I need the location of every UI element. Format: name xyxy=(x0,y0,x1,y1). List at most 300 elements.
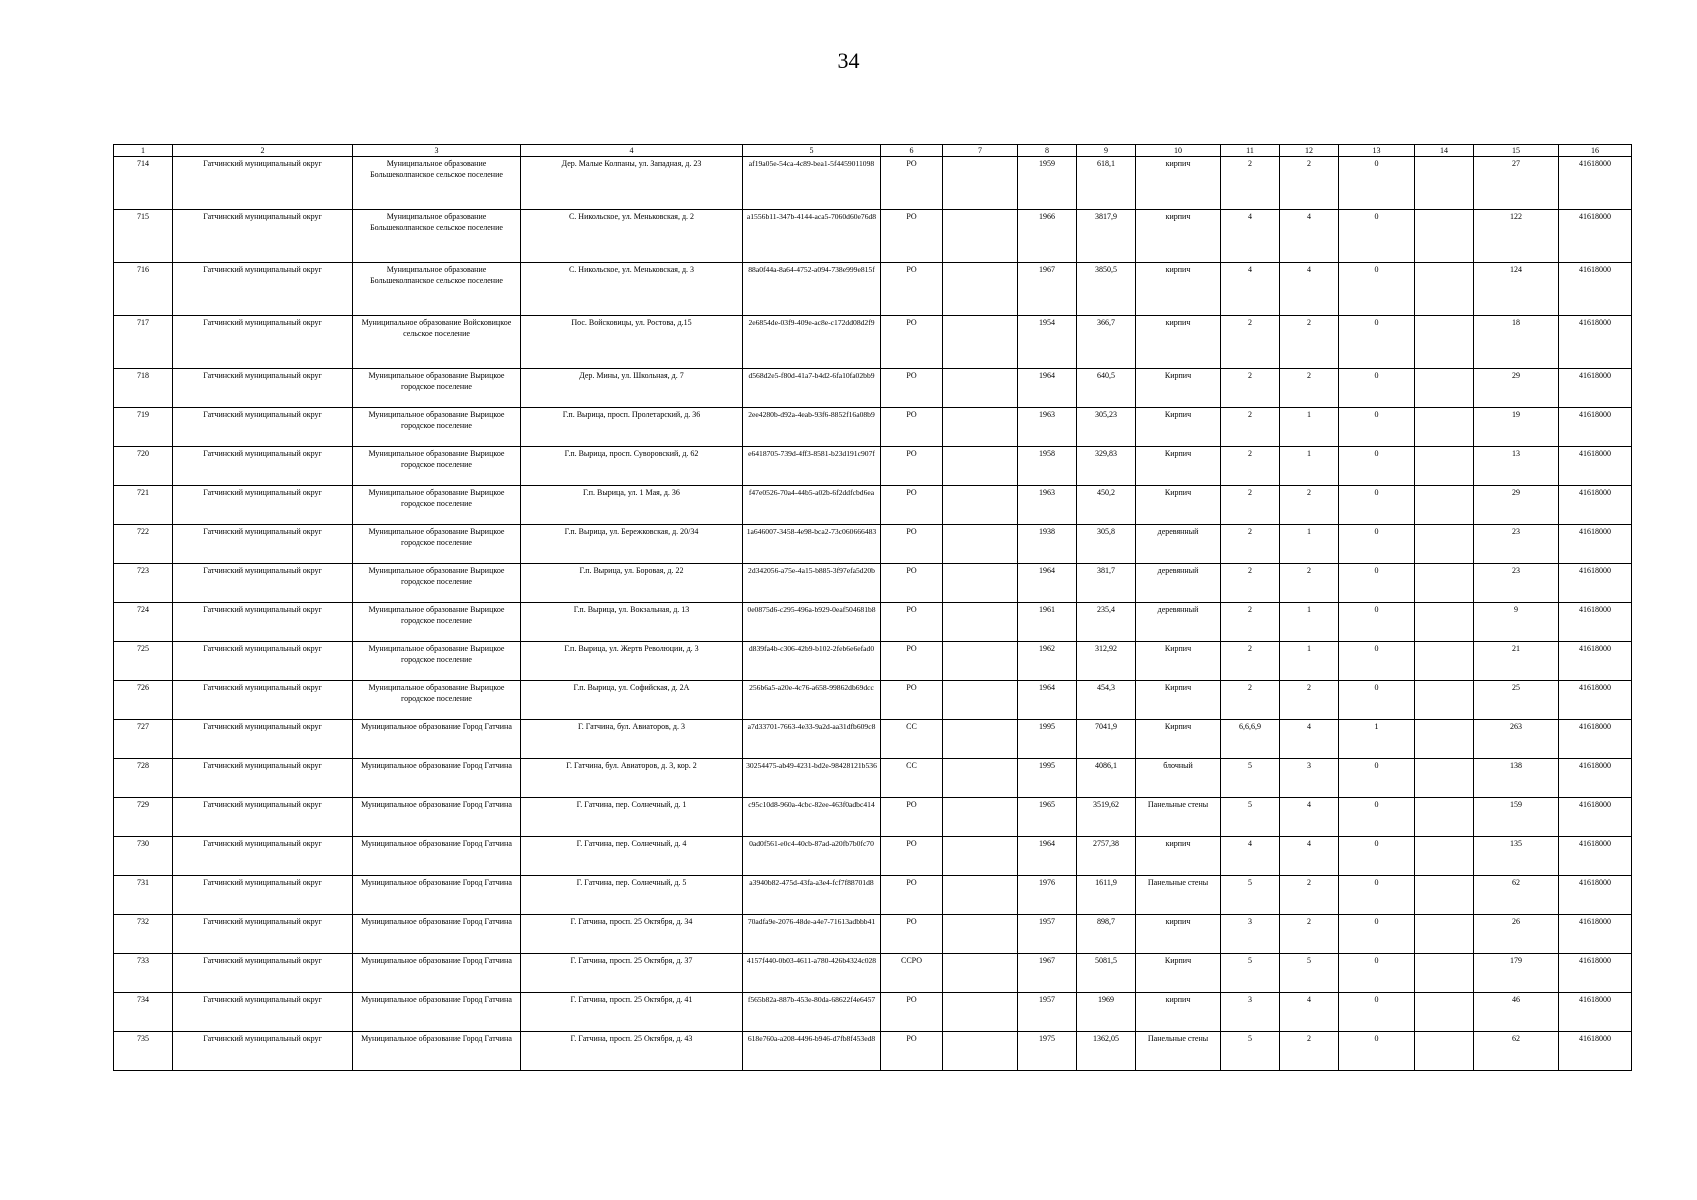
cell-entrances: 5 xyxy=(1280,954,1339,993)
table-row xyxy=(114,759,1632,798)
cell-floors-max: 2 xyxy=(1221,408,1280,447)
cell-address: Г. Гатчина, пер. Солнечный, д. 5 xyxy=(521,876,743,915)
cell-entrances: 4 xyxy=(1280,263,1339,316)
cell-ownership: РО xyxy=(881,681,943,720)
cell-municipality: Муниципальное образование Город Гатчина xyxy=(353,837,521,876)
cell-entrances: 2 xyxy=(1280,1032,1339,1071)
cell-entrances: 2 xyxy=(1280,681,1339,720)
column-header-2: 2 xyxy=(173,145,353,157)
cell-municipality: Муниципальное образование Большеколпанское сельское поселение xyxy=(353,157,521,210)
cell-apartments: 19 xyxy=(1474,408,1559,447)
cell-guid: 0e0875d6-c295-496a-b929-0eaf504681b8 xyxy=(743,603,881,642)
cell-guid: d568d2e5-f80d-41a7-b4d2-6fa10fa02bb9 xyxy=(743,369,881,408)
table-row xyxy=(114,915,1632,954)
cell-guid: 88a0f44a-8a64-4752-a094-738e999e815f xyxy=(743,263,881,316)
cell-floors-max: 5 xyxy=(1221,759,1280,798)
cell-row-number: 719 xyxy=(114,408,173,447)
cell-underground-floors: 0 xyxy=(1339,603,1415,642)
cell-district: Гатчинский муниципальный округ xyxy=(173,642,353,681)
cell-year-built: 1976 xyxy=(1018,876,1077,915)
cell-underground-floors: 0 xyxy=(1339,525,1415,564)
cell-floors-max: 2 xyxy=(1221,486,1280,525)
cell-wall-material: Кирпич xyxy=(1136,369,1221,408)
cell-apartments: 27 xyxy=(1474,157,1559,210)
cell-oktmo: 41618000 xyxy=(1559,837,1632,876)
cell-guid: d839fa4b-c306-42b9-b102-2feb6e6efad0 xyxy=(743,642,881,681)
cell-ownership: РО xyxy=(881,1032,943,1071)
cell-area: 329,83 xyxy=(1077,447,1136,486)
cell-address: С. Никольское, ул. Меньковская, д. 3 xyxy=(521,263,743,316)
cell-underground-floors: 0 xyxy=(1339,408,1415,447)
cell-municipality: Муниципальное образование Вырицкое городское поселение xyxy=(353,408,521,447)
cell-col14 xyxy=(1415,525,1474,564)
cell-oktmo: 41618000 xyxy=(1559,798,1632,837)
cell-district: Гатчинский муниципальный округ xyxy=(173,369,353,408)
cell-row-number: 716 xyxy=(114,263,173,316)
cell-floors-max: 2 xyxy=(1221,603,1280,642)
cell-col7 xyxy=(943,993,1018,1032)
cell-apartments: 179 xyxy=(1474,954,1559,993)
cell-entrances: 4 xyxy=(1280,210,1339,263)
column-header-9: 9 xyxy=(1077,145,1136,157)
cell-address: Г.п. Вырица, ул. 1 Мая, д. 36 xyxy=(521,486,743,525)
cell-underground-floors: 0 xyxy=(1339,369,1415,408)
cell-address: Г.п. Вырица, просп. Суворовский, д. 62 xyxy=(521,447,743,486)
cell-col7 xyxy=(943,157,1018,210)
cell-underground-floors: 1 xyxy=(1339,720,1415,759)
table-row xyxy=(114,564,1632,603)
cell-address: Г.п. Вырица, ул. Вокзальная, д. 13 xyxy=(521,603,743,642)
cell-address: Пос. Войсковицы, ул. Ростова, д.15 xyxy=(521,316,743,369)
cell-col14 xyxy=(1415,759,1474,798)
cell-ownership: РО xyxy=(881,157,943,210)
cell-area: 898,7 xyxy=(1077,915,1136,954)
table-row xyxy=(114,316,1632,369)
cell-year-built: 1938 xyxy=(1018,525,1077,564)
cell-oktmo: 41618000 xyxy=(1559,915,1632,954)
cell-wall-material: Кирпич xyxy=(1136,681,1221,720)
table-row xyxy=(114,408,1632,447)
cell-row-number: 715 xyxy=(114,210,173,263)
cell-guid: 4157f440-0b03-4611-a780-426b4324c028 xyxy=(743,954,881,993)
cell-entrances: 1 xyxy=(1280,447,1339,486)
cell-col7 xyxy=(943,603,1018,642)
column-header-16: 16 xyxy=(1559,145,1632,157)
cell-address: Дер. Малые Колпаны, ул. Западная, д. 23 xyxy=(521,157,743,210)
cell-ownership: РО xyxy=(881,876,943,915)
cell-area: 305,23 xyxy=(1077,408,1136,447)
column-header-15: 15 xyxy=(1474,145,1559,157)
cell-entrances: 4 xyxy=(1280,798,1339,837)
cell-ownership: РО xyxy=(881,408,943,447)
cell-entrances: 2 xyxy=(1280,876,1339,915)
cell-year-built: 1975 xyxy=(1018,1032,1077,1071)
cell-district: Гатчинский муниципальный округ xyxy=(173,316,353,369)
cell-row-number: 714 xyxy=(114,157,173,210)
cell-col14 xyxy=(1415,993,1474,1032)
cell-col14 xyxy=(1415,720,1474,759)
cell-oktmo: 41618000 xyxy=(1559,564,1632,603)
cell-apartments: 26 xyxy=(1474,915,1559,954)
cell-row-number: 731 xyxy=(114,876,173,915)
cell-floors-max: 3 xyxy=(1221,993,1280,1032)
cell-year-built: 1954 xyxy=(1018,316,1077,369)
cell-ownership: РО xyxy=(881,915,943,954)
cell-district: Гатчинский муниципальный округ xyxy=(173,263,353,316)
table-row xyxy=(114,798,1632,837)
cell-municipality: Муниципальное образование Вырицкое городское поселение xyxy=(353,525,521,564)
table-row xyxy=(114,525,1632,564)
cell-area: 312,92 xyxy=(1077,642,1136,681)
cell-row-number: 730 xyxy=(114,837,173,876)
column-header-1: 1 xyxy=(114,145,173,157)
cell-col14 xyxy=(1415,603,1474,642)
cell-guid: 2e6854de-03f9-409e-ac8e-c172dd08d2f9 xyxy=(743,316,881,369)
cell-col14 xyxy=(1415,316,1474,369)
cell-col14 xyxy=(1415,157,1474,210)
cell-municipality: Муниципальное образование Город Гатчина xyxy=(353,759,521,798)
cell-ownership: РО xyxy=(881,564,943,603)
column-header-3: 3 xyxy=(353,145,521,157)
cell-area: 235,4 xyxy=(1077,603,1136,642)
cell-year-built: 1964 xyxy=(1018,369,1077,408)
cell-address: Г. Гатчина, пер. Солнечный, д. 1 xyxy=(521,798,743,837)
cell-municipality: Муниципальное образование Войсковицкое сельское поселение xyxy=(353,316,521,369)
cell-row-number: 726 xyxy=(114,681,173,720)
cell-entrances: 2 xyxy=(1280,369,1339,408)
cell-col7 xyxy=(943,369,1018,408)
cell-area: 305,8 xyxy=(1077,525,1136,564)
cell-entrances: 2 xyxy=(1280,915,1339,954)
cell-wall-material: Кирпич xyxy=(1136,408,1221,447)
cell-area: 4086,1 xyxy=(1077,759,1136,798)
cell-apartments: 29 xyxy=(1474,486,1559,525)
cell-oktmo: 41618000 xyxy=(1559,603,1632,642)
cell-wall-material: Панельные стены xyxy=(1136,876,1221,915)
cell-address: Г.п. Вырица, просп. Пролетарский, д. 36 xyxy=(521,408,743,447)
cell-wall-material: кирпич xyxy=(1136,210,1221,263)
cell-area: 2757,38 xyxy=(1077,837,1136,876)
cell-underground-floors: 0 xyxy=(1339,681,1415,720)
cell-col14 xyxy=(1415,263,1474,316)
cell-year-built: 1958 xyxy=(1018,447,1077,486)
cell-wall-material: кирпич xyxy=(1136,263,1221,316)
cell-wall-material: деревянный xyxy=(1136,525,1221,564)
cell-col7 xyxy=(943,642,1018,681)
cell-area: 3850,5 xyxy=(1077,263,1136,316)
cell-municipality: Муниципальное образование Город Гатчина xyxy=(353,798,521,837)
cell-year-built: 1963 xyxy=(1018,486,1077,525)
cell-wall-material: кирпич xyxy=(1136,915,1221,954)
cell-municipality: Муниципальное образование Вырицкое городское поселение xyxy=(353,603,521,642)
cell-underground-floors: 0 xyxy=(1339,798,1415,837)
cell-address: Г. Гатчина, бул. Авиаторов, д. 3 xyxy=(521,720,743,759)
cell-guid: c95c10d8-960a-4cbc-82ee-463f0adbc414 xyxy=(743,798,881,837)
cell-apartments: 138 xyxy=(1474,759,1559,798)
cell-year-built: 1995 xyxy=(1018,759,1077,798)
cell-entrances: 4 xyxy=(1280,993,1339,1032)
cell-floors-max: 2 xyxy=(1221,681,1280,720)
cell-ownership: СС xyxy=(881,759,943,798)
cell-municipality: Муниципальное образование Вырицкое городское поселение xyxy=(353,564,521,603)
cell-address: Г. Гатчина, просп. 25 Октября, д. 41 xyxy=(521,993,743,1032)
table-body xyxy=(114,157,1632,1071)
cell-floors-max: 5 xyxy=(1221,798,1280,837)
table-row xyxy=(114,681,1632,720)
cell-underground-floors: 0 xyxy=(1339,263,1415,316)
cell-year-built: 1959 xyxy=(1018,157,1077,210)
cell-underground-floors: 0 xyxy=(1339,486,1415,525)
table-row xyxy=(114,263,1632,316)
cell-municipality: Муниципальное образование Город Гатчина xyxy=(353,954,521,993)
cell-apartments: 124 xyxy=(1474,263,1559,316)
cell-area: 366,7 xyxy=(1077,316,1136,369)
table-row xyxy=(114,993,1632,1032)
cell-col14 xyxy=(1415,564,1474,603)
column-header-7: 7 xyxy=(943,145,1018,157)
cell-entrances: 2 xyxy=(1280,564,1339,603)
cell-year-built: 1964 xyxy=(1018,564,1077,603)
cell-year-built: 1967 xyxy=(1018,263,1077,316)
cell-row-number: 720 xyxy=(114,447,173,486)
column-header-10: 10 xyxy=(1136,145,1221,157)
column-header-11: 11 xyxy=(1221,145,1280,157)
cell-row-number: 722 xyxy=(114,525,173,564)
cell-year-built: 1963 xyxy=(1018,408,1077,447)
cell-district: Гатчинский муниципальный округ xyxy=(173,525,353,564)
cell-wall-material: Панельные стены xyxy=(1136,798,1221,837)
table-row xyxy=(114,486,1632,525)
cell-oktmo: 41618000 xyxy=(1559,759,1632,798)
cell-municipality: Муниципальное образование Вырицкое городское поселение xyxy=(353,447,521,486)
cell-oktmo: 41618000 xyxy=(1559,681,1632,720)
cell-entrances: 2 xyxy=(1280,316,1339,369)
cell-col7 xyxy=(943,408,1018,447)
cell-district: Гатчинский муниципальный округ xyxy=(173,876,353,915)
cell-row-number: 727 xyxy=(114,720,173,759)
cell-col7 xyxy=(943,915,1018,954)
cell-year-built: 1995 xyxy=(1018,720,1077,759)
cell-ownership: РО xyxy=(881,447,943,486)
table-row xyxy=(114,157,1632,210)
column-header-6: 6 xyxy=(881,145,943,157)
cell-guid: 618e760a-a208-4496-b946-d7fb8f453ed8 xyxy=(743,1032,881,1071)
cell-year-built: 1964 xyxy=(1018,681,1077,720)
column-header-5: 5 xyxy=(743,145,881,157)
cell-guid: a7d33701-7663-4e33-9a2d-aa31dfb609c8 xyxy=(743,720,881,759)
cell-ownership: СС xyxy=(881,720,943,759)
cell-ownership: РО xyxy=(881,369,943,408)
cell-row-number: 733 xyxy=(114,954,173,993)
table-row xyxy=(114,210,1632,263)
cell-oktmo: 41618000 xyxy=(1559,210,1632,263)
cell-wall-material: кирпич xyxy=(1136,157,1221,210)
cell-col7 xyxy=(943,1032,1018,1071)
cell-municipality: Муниципальное образование Город Гатчина xyxy=(353,915,521,954)
cell-ownership: ССРО xyxy=(881,954,943,993)
cell-entrances: 4 xyxy=(1280,837,1339,876)
cell-district: Гатчинский муниципальный округ xyxy=(173,837,353,876)
cell-ownership: РО xyxy=(881,263,943,316)
cell-address: Г.п. Вырица, ул. Боровая, д. 22 xyxy=(521,564,743,603)
cell-municipality: Муниципальное образование Вырицкое городское поселение xyxy=(353,486,521,525)
cell-wall-material: кирпич xyxy=(1136,993,1221,1032)
cell-col7 xyxy=(943,263,1018,316)
cell-row-number: 725 xyxy=(114,642,173,681)
cell-address: Г. Гатчина, просп. 25 Октября, д. 34 xyxy=(521,915,743,954)
cell-address: Г. Гатчина, просп. 25 Октября, д. 37 xyxy=(521,954,743,993)
cell-apartments: 62 xyxy=(1474,1032,1559,1071)
cell-area: 3817,9 xyxy=(1077,210,1136,263)
cell-entrances: 1 xyxy=(1280,603,1339,642)
cell-col14 xyxy=(1415,408,1474,447)
cell-col7 xyxy=(943,798,1018,837)
table-row xyxy=(114,876,1632,915)
cell-year-built: 1967 xyxy=(1018,954,1077,993)
cell-underground-floors: 0 xyxy=(1339,157,1415,210)
cell-apartments: 159 xyxy=(1474,798,1559,837)
cell-ownership: РО xyxy=(881,525,943,564)
cell-guid: 30254475-ab49-4231-bd2e-98428121b536 xyxy=(743,759,881,798)
cell-guid: 0ad0f561-e0c4-40cb-87ad-a20fb7b0fc70 xyxy=(743,837,881,876)
cell-apartments: 62 xyxy=(1474,876,1559,915)
cell-underground-floors: 0 xyxy=(1339,954,1415,993)
table-row xyxy=(114,642,1632,681)
cell-guid: af19a05e-54ca-4c89-bea1-5f4459011098 xyxy=(743,157,881,210)
cell-guid: 2ee4280b-d92a-4eab-93f6-8852f16a08b9 xyxy=(743,408,881,447)
cell-wall-material: Панельные стены xyxy=(1136,1032,1221,1071)
cell-col14 xyxy=(1415,798,1474,837)
cell-address: С. Никольское, ул. Меньковская, д. 2 xyxy=(521,210,743,263)
cell-oktmo: 41618000 xyxy=(1559,157,1632,210)
cell-ownership: РО xyxy=(881,993,943,1032)
cell-year-built: 1957 xyxy=(1018,915,1077,954)
cell-col7 xyxy=(943,210,1018,263)
cell-row-number: 723 xyxy=(114,564,173,603)
cell-underground-floors: 0 xyxy=(1339,642,1415,681)
cell-col14 xyxy=(1415,915,1474,954)
cell-address: Г. Гатчина, просп. 25 Октября, д. 43 xyxy=(521,1032,743,1071)
table-row xyxy=(114,447,1632,486)
cell-ownership: РО xyxy=(881,210,943,263)
cell-floors-max: 6,6,6,9 xyxy=(1221,720,1280,759)
cell-area: 1969 xyxy=(1077,993,1136,1032)
cell-guid: a1556b11-347b-4144-aca5-7060d60e76d8 xyxy=(743,210,881,263)
cell-underground-floors: 0 xyxy=(1339,1032,1415,1071)
cell-area: 1611,9 xyxy=(1077,876,1136,915)
column-header-12: 12 xyxy=(1280,145,1339,157)
cell-district: Гатчинский муниципальный округ xyxy=(173,210,353,263)
table-row xyxy=(114,603,1632,642)
cell-year-built: 1962 xyxy=(1018,642,1077,681)
cell-apartments: 13 xyxy=(1474,447,1559,486)
cell-district: Гатчинский муниципальный округ xyxy=(173,447,353,486)
cell-col14 xyxy=(1415,681,1474,720)
cell-col7 xyxy=(943,876,1018,915)
cell-area: 7041,9 xyxy=(1077,720,1136,759)
cell-district: Гатчинский муниципальный округ xyxy=(173,798,353,837)
cell-area: 381,7 xyxy=(1077,564,1136,603)
cell-apartments: 263 xyxy=(1474,720,1559,759)
cell-year-built: 1957 xyxy=(1018,993,1077,1032)
cell-oktmo: 41618000 xyxy=(1559,1032,1632,1071)
cell-col7 xyxy=(943,681,1018,720)
cell-municipality: Муниципальное образование Большеколпанское сельское поселение xyxy=(353,263,521,316)
cell-apartments: 25 xyxy=(1474,681,1559,720)
cell-oktmo: 41618000 xyxy=(1559,408,1632,447)
cell-col14 xyxy=(1415,837,1474,876)
cell-wall-material: Кирпич xyxy=(1136,486,1221,525)
cell-guid: f47e0526-70a4-44b5-a02b-6f2ddfcbd6ea xyxy=(743,486,881,525)
cell-district: Гатчинский муниципальный округ xyxy=(173,157,353,210)
cell-col7 xyxy=(943,486,1018,525)
cell-district: Гатчинский муниципальный округ xyxy=(173,720,353,759)
cell-floors-max: 4 xyxy=(1221,837,1280,876)
cell-wall-material: блочный xyxy=(1136,759,1221,798)
cell-municipality: Муниципальное образование Большеколпанское сельское поселение xyxy=(353,210,521,263)
cell-col7 xyxy=(943,837,1018,876)
cell-address: Г.п. Вырица, ул. Бережковская, д. 20/34 xyxy=(521,525,743,564)
column-header-4: 4 xyxy=(521,145,743,157)
page-number: 34 xyxy=(837,48,860,73)
cell-col7 xyxy=(943,525,1018,564)
cell-underground-floors: 0 xyxy=(1339,837,1415,876)
cell-row-number: 729 xyxy=(114,798,173,837)
cell-underground-floors: 0 xyxy=(1339,915,1415,954)
cell-guid: 256b6a5-a20e-4c76-a658-99862db69dcc xyxy=(743,681,881,720)
cell-col14 xyxy=(1415,642,1474,681)
cell-district: Гатчинский муниципальный округ xyxy=(173,915,353,954)
cell-entrances: 3 xyxy=(1280,759,1339,798)
cell-col7 xyxy=(943,564,1018,603)
cell-district: Гатчинский муниципальный округ xyxy=(173,564,353,603)
cell-col14 xyxy=(1415,486,1474,525)
cell-apartments: 21 xyxy=(1474,642,1559,681)
cell-oktmo: 41618000 xyxy=(1559,263,1632,316)
cell-district: Гатчинский муниципальный округ xyxy=(173,954,353,993)
cell-oktmo: 41618000 xyxy=(1559,447,1632,486)
cell-municipality: Муниципальное образование Вырицкое городское поселение xyxy=(353,642,521,681)
cell-guid: 70adfa9e-2076-48de-a4e7-71613adbbb41 xyxy=(743,915,881,954)
cell-row-number: 717 xyxy=(114,316,173,369)
table-row xyxy=(114,1032,1632,1071)
cell-guid: 2d342056-a75e-4a15-b885-3f97efa5d20b xyxy=(743,564,881,603)
cell-floors-max: 2 xyxy=(1221,369,1280,408)
cell-row-number: 728 xyxy=(114,759,173,798)
cell-area: 454,3 xyxy=(1077,681,1136,720)
table-row xyxy=(114,369,1632,408)
cell-entrances: 1 xyxy=(1280,408,1339,447)
cell-district: Гатчинский муниципальный округ xyxy=(173,603,353,642)
cell-underground-floors: 0 xyxy=(1339,564,1415,603)
table-row xyxy=(114,720,1632,759)
cell-ownership: РО xyxy=(881,486,943,525)
cell-municipality: Муниципальное образование Вырицкое городское поселение xyxy=(353,681,521,720)
cell-wall-material: кирпич xyxy=(1136,316,1221,369)
cell-floors-max: 2 xyxy=(1221,564,1280,603)
cell-floors-max: 5 xyxy=(1221,1032,1280,1071)
cell-floors-max: 3 xyxy=(1221,915,1280,954)
cell-apartments: 122 xyxy=(1474,210,1559,263)
cell-col14 xyxy=(1415,954,1474,993)
cell-oktmo: 41618000 xyxy=(1559,642,1632,681)
table-row xyxy=(114,954,1632,993)
cell-floors-max: 2 xyxy=(1221,157,1280,210)
cell-col14 xyxy=(1415,210,1474,263)
cell-year-built: 1965 xyxy=(1018,798,1077,837)
column-header-8: 8 xyxy=(1018,145,1077,157)
cell-col7 xyxy=(943,447,1018,486)
